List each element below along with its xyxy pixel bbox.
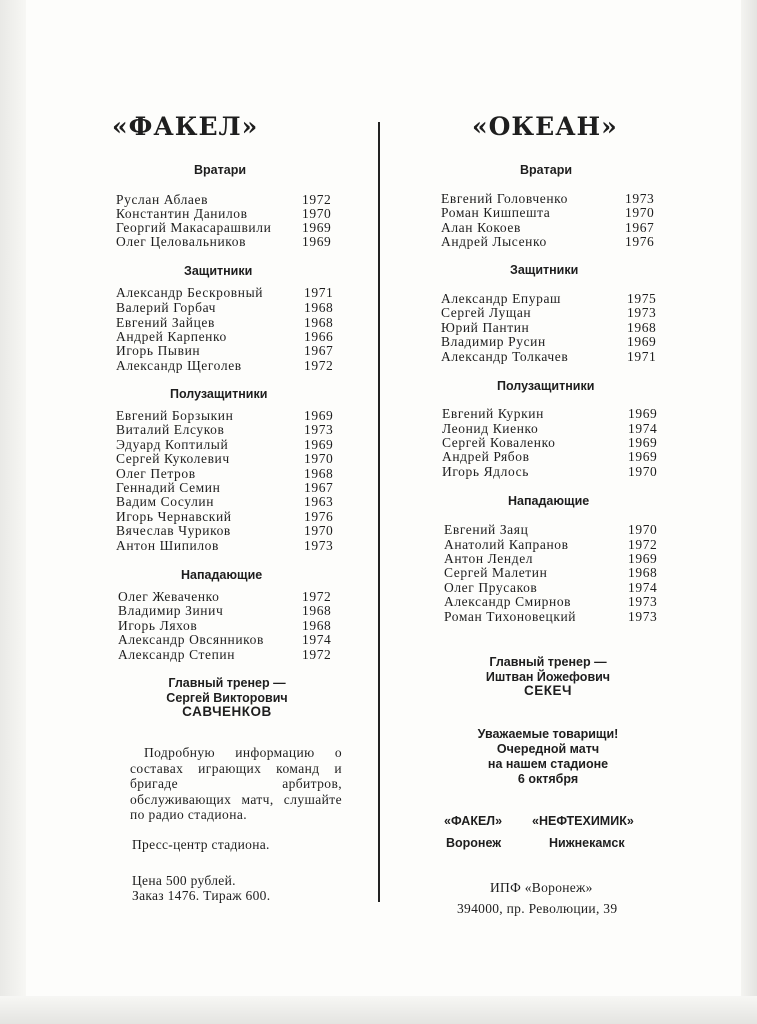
player-year: 1974	[302, 632, 332, 647]
player-row	[441, 234, 655, 249]
player-name: Олег Целовальников	[116, 234, 247, 249]
player-year: 1967	[625, 220, 655, 235]
right-team-title: «ОКЕАН»	[472, 112, 618, 141]
player-name: Игорь Пывин	[116, 343, 201, 358]
price-text: Цена 500 рублей.	[132, 873, 236, 888]
press-center-text: Пресс-центр стадиона.	[132, 837, 270, 852]
player-year: 1971	[627, 349, 657, 364]
player-row	[441, 349, 657, 364]
notice-line: Очередной матч	[496, 742, 600, 756]
next-match-away-city: Нижнекамск	[549, 836, 625, 850]
paper-bottom-edge	[0, 996, 757, 1024]
player-year: 1970	[628, 464, 658, 479]
player-row	[118, 589, 332, 604]
player-year: 1972	[302, 647, 332, 662]
player-year: 1963	[304, 494, 334, 509]
player-row	[444, 594, 658, 609]
player-name: Антон Лендел	[444, 551, 534, 566]
player-row	[116, 408, 334, 423]
player-row	[118, 618, 332, 633]
next-match-home-city: Воронеж	[446, 836, 502, 850]
notice-line: 6 октября	[517, 772, 579, 786]
notice-line: на нашем стадионе	[487, 757, 609, 771]
player-year: 1973	[304, 538, 334, 553]
notice-line: Уважаемые товарищи!	[477, 727, 619, 741]
player-row	[116, 234, 332, 249]
player-name: Александр Бескровный	[116, 285, 264, 300]
player-row	[116, 220, 332, 235]
paper-right-edge	[741, 0, 757, 1024]
right-section-defenders: Защитники	[510, 263, 579, 277]
player-row	[116, 206, 332, 221]
player-year: 1969	[304, 437, 334, 452]
player-year: 1968	[304, 315, 334, 330]
player-year: 1972	[304, 358, 334, 373]
player-year: 1972	[628, 537, 658, 552]
right-section-goalkeepers: Вратари	[520, 163, 573, 177]
coach-name: Сергей Викторович	[166, 690, 288, 705]
player-name: Сергей Куколевич	[116, 451, 230, 466]
coach-surname: СЕКЕЧ	[524, 683, 572, 698]
player-row	[441, 305, 657, 320]
player-row	[116, 300, 334, 315]
player-name: Сергей Лущан	[441, 305, 532, 320]
player-name: Олег Прусаков	[444, 580, 538, 595]
player-year: 1968	[627, 320, 657, 335]
player-name: Леонид Киенко	[442, 421, 539, 436]
player-row	[118, 647, 332, 662]
player-year: 1972	[302, 589, 332, 604]
player-row	[441, 291, 657, 306]
player-name: Юрий Пантин	[441, 320, 530, 335]
player-name: Анатолий Капранов	[444, 537, 569, 552]
player-row	[118, 603, 332, 618]
coach-title: Главный тренер —	[168, 676, 286, 690]
player-year: 1967	[304, 343, 334, 358]
right-section-midfielders: Полузащитники	[497, 379, 595, 393]
player-name: Игорь Ляхов	[118, 618, 198, 633]
player-name: Роман Тихоновецкий	[444, 609, 577, 624]
player-year: 1967	[304, 480, 334, 495]
player-name: Александр Щеголев	[116, 358, 242, 373]
player-row	[442, 449, 658, 464]
player-year: 1968	[302, 618, 332, 633]
player-name: Андрей Рябов	[442, 449, 530, 464]
player-row	[444, 551, 658, 566]
left-section-goalkeepers: Вратари	[194, 163, 247, 177]
player-row	[116, 509, 334, 524]
player-row	[444, 609, 658, 624]
left-team-title: «ФАКЕЛ»	[112, 112, 259, 141]
player-row	[116, 480, 334, 495]
player-year: 1968	[304, 300, 334, 315]
player-name: Геннадий Семин	[116, 480, 221, 495]
player-row	[441, 205, 655, 220]
player-row	[444, 537, 658, 552]
player-year: 1970	[302, 206, 332, 221]
player-year: 1975	[627, 291, 657, 306]
player-row	[116, 494, 334, 509]
player-name: Владимир Зинич	[118, 603, 224, 618]
player-year: 1969	[627, 334, 657, 349]
player-row	[116, 358, 334, 373]
player-name: Александр Овсянников	[118, 632, 264, 647]
player-name: Александр Толкачев	[441, 349, 569, 364]
left-section-forwards: Нападающие	[181, 568, 263, 582]
player-row	[444, 522, 658, 537]
coach-title: Главный тренер —	[489, 655, 607, 669]
player-year: 1970	[304, 451, 334, 466]
coach-surname: САВЧЕНКОВ	[182, 704, 272, 719]
player-year: 1974	[628, 421, 658, 436]
radio-info-text: Подробную информацию о составах играющих команд и бригаде арбитров, обслуживающих матч, слушайте по радио стадиона.	[130, 745, 342, 822]
player-year: 1976	[625, 234, 655, 249]
player-year: 1968	[302, 603, 332, 618]
player-row	[442, 421, 658, 436]
player-name: Руслан Аблаев	[116, 192, 209, 207]
player-row	[116, 329, 334, 344]
player-name: Виталий Елсуков	[116, 422, 225, 437]
player-name: Евгений Куркин	[442, 406, 544, 421]
player-year: 1969	[628, 449, 658, 464]
player-year: 1970	[625, 205, 655, 220]
player-year: 1969	[302, 234, 332, 249]
player-row	[441, 334, 657, 349]
player-year: 1969	[304, 408, 334, 423]
player-name: Евгений Зайцев	[116, 315, 215, 330]
player-year: 1969	[628, 435, 658, 450]
player-row	[441, 320, 657, 335]
player-row	[441, 220, 655, 235]
player-row	[118, 632, 332, 647]
player-year: 1973	[304, 422, 334, 437]
publisher-text: ИПФ «Воронеж»	[490, 880, 593, 895]
player-row	[116, 538, 334, 553]
next-match-home-team: «ФАКЕЛ»	[444, 814, 503, 828]
player-year: 1970	[304, 523, 334, 538]
player-name: Владимир Русин	[441, 334, 546, 349]
player-year: 1969	[628, 551, 658, 566]
player-year: 1971	[304, 285, 334, 300]
player-row	[116, 285, 334, 300]
player-name: Игорь Чернавский	[116, 509, 232, 524]
player-name: Константин Данилов	[116, 206, 248, 221]
player-row	[116, 315, 334, 330]
player-name: Олег Жеваченко	[118, 589, 220, 604]
player-name: Александр Епураш	[441, 291, 562, 306]
player-name: Андрей Лысенко	[441, 234, 547, 249]
player-name: Игорь Ядлось	[442, 464, 530, 479]
player-name: Эдуард Коптилый	[116, 437, 229, 452]
player-name: Роман Кишпешта	[441, 205, 551, 220]
player-row	[116, 451, 334, 466]
player-row	[441, 191, 655, 206]
player-name: Александр Степин	[118, 647, 236, 662]
player-name: Олег Петров	[116, 466, 196, 481]
player-year: 1973	[627, 305, 657, 320]
player-name: Сергей Коваленко	[442, 435, 556, 450]
player-year: 1976	[304, 509, 334, 524]
player-name: Антон Шипилов	[116, 538, 219, 553]
player-name: Евгений Борзыкин	[116, 408, 234, 423]
player-year: 1972	[302, 192, 332, 207]
player-name: Сергей Малетин	[444, 565, 548, 580]
player-row	[442, 464, 658, 479]
right-section-forwards: Нападающие	[508, 494, 590, 508]
player-row	[116, 523, 334, 538]
paper-left-edge	[0, 0, 26, 1024]
player-year: 1973	[628, 609, 658, 624]
player-row	[444, 565, 658, 580]
player-row	[116, 437, 334, 452]
right-coach-block	[448, 655, 648, 699]
player-year: 1969	[302, 220, 332, 235]
left-section-defenders: Защитники	[184, 264, 253, 278]
player-name: Георгий Макасарашвили	[116, 220, 272, 235]
player-row	[116, 192, 332, 207]
player-year: 1973	[625, 191, 655, 206]
player-year: 1969	[628, 406, 658, 421]
coach-name: Иштван Йожефович	[485, 669, 611, 684]
player-row	[442, 406, 658, 421]
player-year: 1970	[628, 522, 658, 537]
player-year: 1966	[304, 329, 334, 344]
player-year: 1974	[628, 580, 658, 595]
player-name: Евгений Головченко	[441, 191, 568, 206]
player-name: Вячеслав Чуриков	[116, 523, 231, 538]
player-name: Валерий Горбач	[116, 300, 217, 315]
player-name: Алан Кокоев	[441, 220, 521, 235]
player-name: Вадим Сосулин	[116, 494, 215, 509]
player-row	[444, 580, 658, 595]
player-year: 1968	[304, 466, 334, 481]
order-text: Заказ 1476. Тираж 600.	[132, 888, 271, 903]
left-coach-block	[127, 676, 327, 720]
player-year: 1968	[628, 565, 658, 580]
column-divider	[378, 122, 380, 902]
player-name: Александр Смирнов	[444, 594, 572, 609]
next-match-away-team: «НЕФТЕХИМИК»	[532, 814, 634, 828]
player-name: Евгений Заяц	[444, 522, 529, 537]
player-name: Андрей Карпенко	[116, 329, 227, 344]
publisher-address: 394000, пр. Революции, 39	[457, 901, 618, 916]
left-section-midfielders: Полузащитники	[170, 387, 268, 401]
next-match-notice	[448, 727, 648, 787]
player-row	[116, 343, 334, 358]
player-row	[442, 435, 658, 450]
player-year: 1973	[628, 594, 658, 609]
player-row	[116, 422, 334, 437]
player-row	[116, 466, 334, 481]
